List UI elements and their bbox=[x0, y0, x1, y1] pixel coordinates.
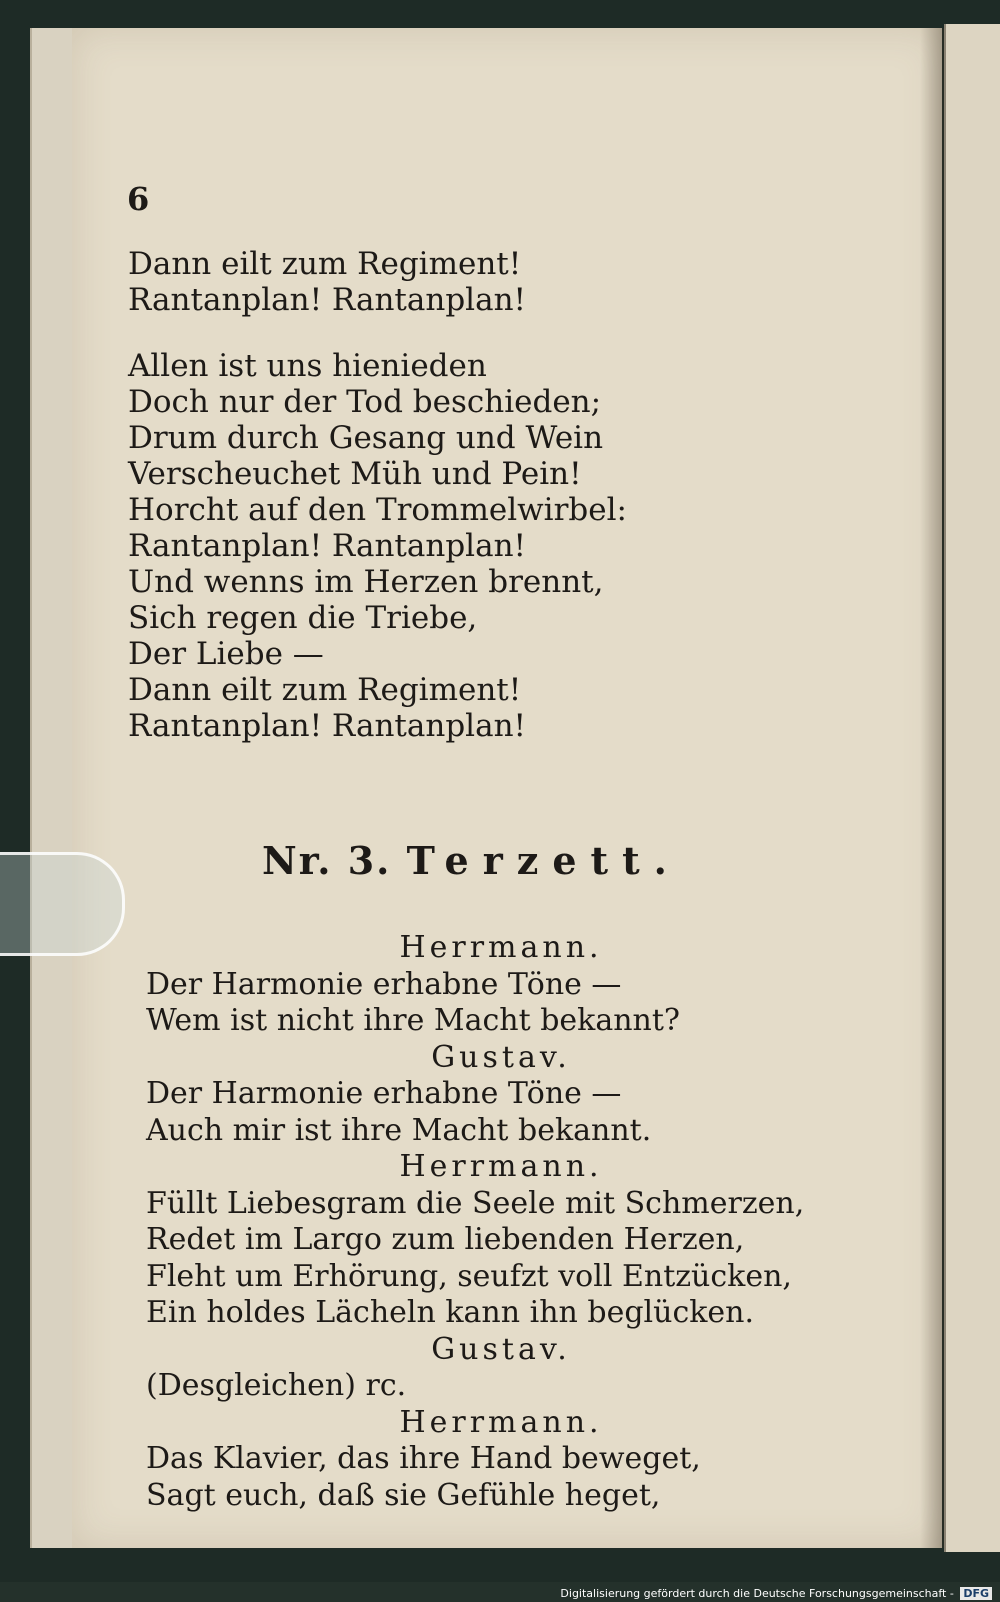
song-line: Füllt Liebesgram die Seele mit Schmerzen, bbox=[146, 1185, 805, 1221]
speaker-name: Herrmann. bbox=[399, 1149, 603, 1184]
song-line: Der Harmonie erhabne Töne — bbox=[146, 1076, 622, 1111]
verse-line: Drum durch Gesang und Wein bbox=[128, 420, 604, 456]
verse-line: Rantanplan! Rantanplan! bbox=[128, 708, 526, 744]
song-line: Fleht um Erhörung, seufzt voll Entzücken, bbox=[146, 1258, 792, 1294]
verse-line: Dann eilt zum Regiment! bbox=[128, 246, 522, 282]
song-line: Ein holdes Lächeln kann ihn beglücken. bbox=[146, 1295, 755, 1330]
verse-line: Rantanplan! Rantanplan! bbox=[128, 282, 526, 318]
speaker-name: Gustav. bbox=[431, 1039, 571, 1075]
verse-line: Doch nur der Tod beschieden; bbox=[128, 384, 602, 420]
song-line: Redet im Largo zum liebenden Herzen, bbox=[146, 1222, 745, 1257]
verse-block-main bbox=[128, 348, 627, 744]
terzett-text bbox=[146, 930, 805, 1514]
dfg-logo: DFG bbox=[960, 1587, 992, 1600]
speaker-name: Herrmann. bbox=[399, 1404, 603, 1440]
page-number: 6 bbox=[127, 180, 150, 218]
verse-line: Horcht auf den Trommelwirbel: bbox=[128, 492, 627, 528]
verse-line: Der Liebe — bbox=[128, 636, 324, 672]
song-line: Sagt euch, daß sie Gefühle heget, bbox=[146, 1477, 661, 1513]
verse-line: Sich regen die Triebe, bbox=[128, 600, 478, 636]
section-title: Terzett. bbox=[406, 838, 681, 883]
song-line: Auch mir ist ihre Macht bekannt. bbox=[146, 1112, 652, 1148]
verse-line: Rantanplan! Rantanplan! bbox=[128, 528, 526, 564]
song-line: Der Harmonie erhabne Töne — bbox=[146, 966, 622, 1002]
speaker-name: Gustav. bbox=[431, 1331, 571, 1367]
section-heading bbox=[262, 838, 681, 883]
song-line: (Desgleichen) rc. bbox=[146, 1368, 407, 1403]
credit-text: Digitalisierung gefördert durch die Deutsche Forschungsgemeinschaft - bbox=[560, 1587, 954, 1600]
verse-line: Verscheuchet Müh und Pein! bbox=[128, 456, 582, 492]
verse-line: Dann eilt zum Regiment! bbox=[128, 672, 522, 708]
page-clip bbox=[0, 852, 125, 956]
facing-page-edge bbox=[944, 24, 1000, 1552]
speaker-name: Herrmann. bbox=[399, 930, 603, 965]
gutter-shadow bbox=[920, 28, 944, 1548]
verse-block-top bbox=[128, 246, 526, 318]
verse-line: Allen ist uns hienieden bbox=[128, 348, 487, 384]
verse-line: Und wenns im Herzen brennt, bbox=[128, 564, 604, 600]
song-line: Wem ist nicht ihre Macht bekannt? bbox=[146, 1003, 681, 1038]
song-line: Das Klavier, das ihre Hand beweget, bbox=[146, 1441, 701, 1476]
digitization-credit bbox=[560, 1587, 992, 1600]
section-number: Nr. 3. bbox=[262, 838, 392, 883]
